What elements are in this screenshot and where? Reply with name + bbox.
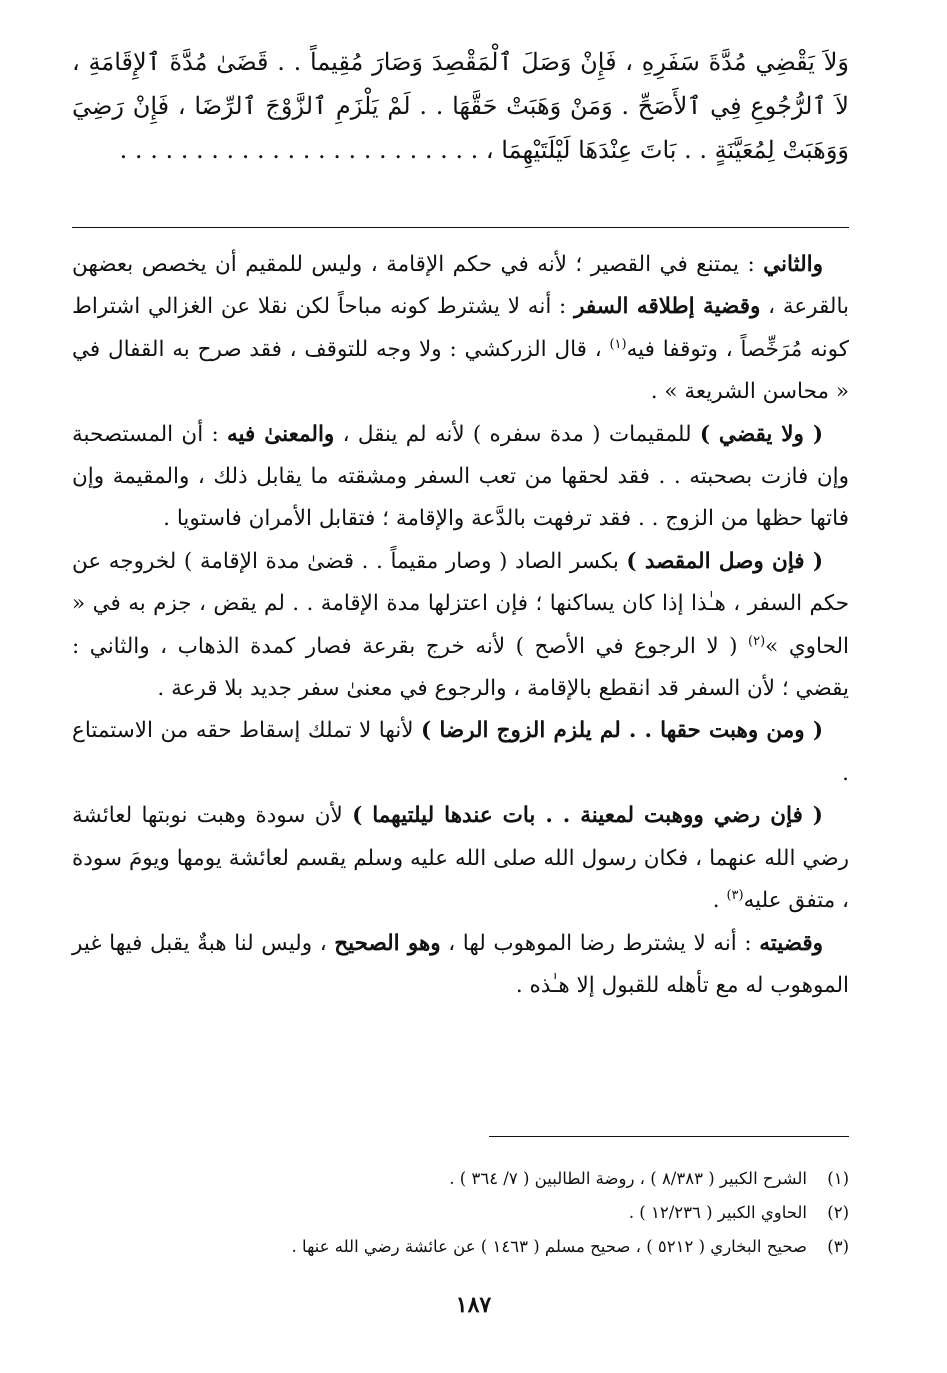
footnote-ref: (٢) — [748, 633, 766, 649]
footnote-text: الحاوي الكبير ( ١٢/٢٣٦ ) . — [628, 1203, 807, 1222]
paragraph-text: لأن سودة وهبت نوبتها لعائشة رضي الله عنهما ، فكان رسول الله صلى الله عليه وسلم يقسم لعائشة يومها ويومَ سودة ، متفق عليه — [72, 803, 849, 914]
footnote-separator — [489, 1136, 849, 1137]
bold-lemma: وقضيته — [759, 930, 823, 956]
footnote-text: صحيح البخاري ( ٥٢١٢ ) ، صحيح مسلم ( ١٤٦٣ ) عن عائشة رضي الله عنها . — [291, 1237, 807, 1256]
page-number: ١٨٧ — [455, 1292, 492, 1318]
paragraph-text: بكسر الصاد ( وصار مقيماً . . قضىٰ مدة الإقامة ) لخروجه عن حكم السفر ، هـٰذا إذا كان يساكنها ؛ فإن اعتزلها مدة الإقامة . . لم يقض ، جزم به في « الحاوي » — [72, 548, 849, 659]
paragraph-text: . — [712, 888, 727, 914]
footnote-text: الشرح الكبير ( ٨/٣٨٣ ) ، روضة الطالبين ( ٧/ ٣٦٤ ) . — [449, 1169, 807, 1188]
paragraph-text: ، وليس لنا هبةٌ يقبل فيها غير الموهوب له مع تأهله للقبول إلا هـٰذه . — [72, 930, 849, 998]
footnote-number: (٢) — [827, 1203, 849, 1222]
bold-lemma: ( ولا يقضي ) — [699, 421, 823, 447]
matn-body: وَلاَ يَقْضِي مُدَّةَ سَفَرِهِ ، فَإِنْ وَصَلَ ٱلْمَقْصِدَ وَصَارَ مُقِيماً . . قَضَىٰ مُدَّةَ ٱلإِقَامَةِ ، لاَ ٱلرُّجُوعِ فِي ٱلأَصَحِّ . وَمَنْ وَهَبَتْ حَقَّهَا . . لَمْ يَلْزَمِ ٱلزَّوْجَ ٱلرِّضَا ، فَإِنْ رَضِيَ وَوَهَبَتْ لِمُعَيَّنَةٍ . . بَاتَ عِنْدَهَا لَيْلَتَيْهِمَا ، — [72, 48, 849, 164]
bold-lemma: ( فإن وصل المقصد ) — [626, 548, 823, 574]
footnote — [72, 1162, 849, 1196]
matn-text — [72, 40, 849, 192]
footnote-ref: (٣) — [726, 887, 744, 903]
bold-lemma: والثاني — [763, 252, 823, 277]
commentary-paragraph — [72, 923, 849, 1008]
paragraph-text: : أنه لا يشترط كونه مباحاً لكن نقلا عن الغزالي اشتراط كونه مُرَخِّصاً ، وتوقفا فيه — [72, 294, 849, 362]
paragraph-text: : أنه لا يشترط رضا الموهوب لها ، — [440, 930, 760, 956]
footnote-number: (١) — [827, 1169, 849, 1188]
footnote — [72, 1230, 849, 1264]
footnote-ref: (١) — [609, 336, 627, 352]
matn-dots: . . . . . . . . . . . . . . . . . . . . . . . . — [119, 136, 479, 164]
bold-lemma: وهو الصحيح — [334, 930, 441, 956]
commentary-paragraph — [72, 414, 849, 541]
footnotes — [72, 1162, 849, 1264]
commentary-paragraph — [72, 795, 849, 922]
paragraph-text: : أن المستصحبة وإن فازت بصحبته . . فقد لحقها من تعب السفر ومشقته ما يقابل ذلك ، والمقيمة وإن فاتها حظها من الزوج . . فقد ترفهت بالدَّعة والإقامة ؛ فتقابل الأمران فاستويا . — [72, 421, 849, 532]
footnote — [72, 1196, 849, 1230]
commentary — [72, 244, 849, 1007]
bold-lemma: ( فإن رضي ووهبت لمعينة . . بات عندها ليلتيهما ) — [352, 803, 823, 829]
footnote-number: (٣) — [827, 1237, 849, 1256]
commentary-paragraph — [72, 541, 849, 711]
commentary-paragraph — [72, 244, 849, 414]
bold-lemma: والمعنىٰ فيه — [226, 421, 335, 447]
paragraph-text: ( لا الرجوع في الأصح ) لأنه خرج بقرعة فصار كمدة الذهاب ، والثاني : يقضي ؛ لأن السفر قد انقطع بالإقامة ، والرجوع في معنىٰ سفر جديد بلا قرعة . — [72, 633, 849, 702]
bold-lemma: وقضية إطلاقه السفر — [574, 294, 761, 320]
paragraph-text: للمقيمات ( مدة سفره ) لأنه لم ينقل ، — [334, 421, 700, 447]
paragraph-text: ، قال الزركشي : ولا وجه للتوقف ، فقد صرح به القفال في « محاسن الشريعة » . — [72, 336, 849, 405]
commentary-paragraph — [72, 710, 849, 795]
bold-lemma: ( ومن وهبت حقها . . لم يلزم الزوج الرضا ) — [421, 718, 823, 744]
paragraph-text: : يمتنع في القصير ؛ لأنه في حكم الإقامة ، وليس للمقيم أن يخصص بعضهن بالقرعة ، — [72, 252, 850, 320]
paragraph-text: لأنها لا تملك إسقاط حقه من الاستمتاع . — [72, 718, 849, 786]
matn-separator — [72, 227, 849, 228]
